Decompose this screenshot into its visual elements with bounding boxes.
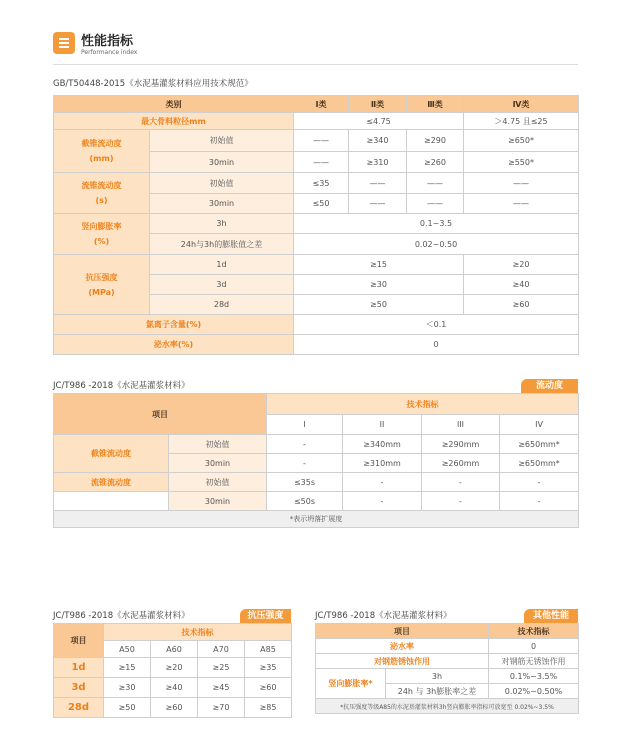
header-tech-index: 技术指标 (267, 394, 579, 415)
cell-value: - (422, 492, 500, 511)
cell-value: ≤4.75 (294, 113, 464, 130)
cell-value: —— (407, 173, 464, 194)
grade-label: A60 (151, 641, 198, 658)
cell-value: 0 (489, 639, 579, 654)
cell-value: - (267, 454, 343, 473)
row-label-cone-flow: 截锥流动度 (54, 435, 169, 473)
cell-value: ＞4.75 且≤25 (464, 113, 579, 130)
table-row (54, 113, 579, 130)
table-footnote-row (316, 699, 579, 714)
section-title: 性能指标 (81, 34, 134, 49)
cell-value: ≥310 (349, 152, 407, 173)
table-row (54, 492, 579, 511)
cell-sublabel: 初始值 (150, 173, 294, 194)
standard-label-jc-other: JC/T986 -2018《水泥基灌浆材料》 (315, 611, 452, 621)
cell-sublabel: 1d (150, 255, 294, 275)
gb-performance-table (53, 95, 579, 355)
cell-value: ≥50 (104, 698, 151, 718)
row-label-flow-cone: 流锥流动度 (s) (54, 173, 150, 214)
cell-value: ≥260 (407, 152, 464, 173)
header-class-3: Ⅲ类 (407, 96, 464, 113)
cell-sublabel: 3h (150, 214, 294, 234)
row-label-age: 28d (54, 698, 104, 718)
cell-sublabel: 初始值 (169, 473, 267, 492)
cell-value: —— (464, 173, 579, 194)
cell-value: ≥290mm (422, 435, 500, 454)
cell-value: ≥15 (294, 255, 464, 275)
footnote: *表示坍落扩展度 (54, 511, 579, 528)
cell-sublabel: 30min (150, 152, 294, 173)
header-class-2: Ⅱ类 (349, 96, 407, 113)
cell-value: —— (294, 152, 349, 173)
cell-value: ≤35s (267, 473, 343, 492)
cell-value: ≥340mm (343, 435, 422, 454)
row-label-cone-flow: 截锥流动度 (mm) (54, 130, 150, 173)
header-item: 项目 (54, 394, 267, 435)
grade-label: A50 (104, 641, 151, 658)
cell-sublabel: 初始值 (150, 130, 294, 152)
table-row (54, 315, 579, 335)
cell-value: ≥85 (245, 698, 292, 718)
cell-value: ≥650mm* (500, 454, 579, 473)
cell-value: —— (407, 194, 464, 214)
cell-value: ≥50 (294, 295, 464, 315)
cell-value: 0 (294, 335, 579, 355)
row-label-corrosion: 对钢筋锈蚀作用 (316, 654, 489, 669)
cell-value: ≥40 (151, 678, 198, 698)
grade-label: A70 (198, 641, 245, 658)
table-row (316, 639, 579, 654)
cell-sublabel: 3d (150, 275, 294, 295)
cell-value: ≥45 (198, 678, 245, 698)
cell-value: ≥550* (464, 152, 579, 173)
cell-value: ＜0.1 (294, 315, 579, 335)
table-row (54, 255, 579, 275)
cell-value: —— (349, 194, 407, 214)
cell-value: - (343, 492, 422, 511)
row-label-expansion: 竖向膨胀率 (%) (54, 214, 150, 255)
cell-value: ≥25 (198, 658, 245, 678)
cell-value: ≤50 (294, 194, 349, 214)
cell-value: 0.02~0.50 (294, 234, 579, 255)
ribbon-other: 其他性能 (524, 609, 578, 623)
jc-other-table (315, 623, 579, 714)
row-label-bleeding: 泌水率(%) (54, 335, 294, 355)
row-label-age: 3d (54, 678, 104, 698)
standard-label-gb: GB/T50448-2015《水泥基灌浆材料应用技术规范》 (53, 79, 253, 89)
table-row (54, 435, 579, 454)
cell-value: ≥650mm* (500, 435, 579, 454)
header-item: 项目 (316, 624, 489, 639)
cell-value: ≤35 (294, 173, 349, 194)
table-footnote-row (54, 511, 579, 528)
header-item: 项目 (54, 624, 104, 658)
cell-sublabel: 3h (386, 669, 489, 684)
cell-value: - (343, 473, 422, 492)
cell-value: ≥20 (464, 255, 579, 275)
table-row (54, 214, 579, 234)
cell-value: ≥60 (245, 678, 292, 698)
row-label-aggregate: 最大骨料粒径mm (54, 113, 294, 130)
header-divider (53, 64, 578, 65)
table-row (316, 669, 579, 684)
cell-value: ≥60 (464, 295, 579, 315)
cell-value: 0.02%~0.50% (489, 684, 579, 699)
cell-value: ≥20 (151, 658, 198, 678)
cell-value: —— (464, 194, 579, 214)
cell-value: —— (349, 173, 407, 194)
ribbon-strength: 抗压强度 (240, 609, 291, 623)
header-class-1: Ⅰ类 (294, 96, 349, 113)
table-header-row (316, 624, 579, 639)
cell-value: 0.1%~3.5% (489, 669, 579, 684)
cell-sublabel: 24h 与 3h膨胀率之差 (386, 684, 489, 699)
empty-cell (54, 492, 169, 511)
cell-value: ≥35 (245, 658, 292, 678)
cell-value: ≥290 (407, 130, 464, 152)
footnote: *抗压强度等级A85的水泥基灌浆材料3h竖向膨胀率指标可放宽至 0.02%~3.5% (316, 699, 579, 714)
header-category: 类别 (54, 96, 294, 113)
document-icon (53, 32, 75, 54)
cell-value: ≥15 (104, 658, 151, 678)
row-label-bleeding: 泌水率 (316, 639, 489, 654)
table-row (54, 658, 292, 678)
cell-value: ≥340 (349, 130, 407, 152)
table-row (54, 473, 579, 492)
cell-sublabel: 30min (169, 492, 267, 511)
table-header-row (54, 394, 579, 415)
jc-strength-table (53, 623, 292, 718)
cell-value: 对钢筋无锈蚀作用 (489, 654, 579, 669)
row-label-chloride: 氯离子含量(%) (54, 315, 294, 335)
grade-label: I (267, 415, 343, 435)
table-row (54, 678, 292, 698)
table-row (54, 698, 292, 718)
table-row (54, 173, 579, 194)
cell-value: ≥30 (104, 678, 151, 698)
ribbon-flow: 流动度 (521, 379, 578, 393)
cell-value: ≥60 (151, 698, 198, 718)
cell-sublabel: 28d (150, 295, 294, 315)
cell-value: ≥260mm (422, 454, 500, 473)
cell-value: —— (294, 130, 349, 152)
cell-value: - (500, 492, 579, 511)
grade-label: II (343, 415, 422, 435)
cell-value: ≥650* (464, 130, 579, 152)
row-label-age: 1d (54, 658, 104, 678)
header-class-4: Ⅳ类 (464, 96, 579, 113)
cell-value: 0.1~3.5 (294, 214, 579, 234)
cell-value: ≤50s (267, 492, 343, 511)
cell-value: ≥70 (198, 698, 245, 718)
cell-sublabel: 30min (150, 194, 294, 214)
header-tech-index: 技术指标 (104, 624, 292, 641)
table-header-row (54, 96, 579, 113)
section-subtitle: Performance index (81, 49, 138, 56)
table-header-row (54, 624, 292, 641)
cell-sublabel: 30min (169, 454, 267, 473)
grade-label: IV (500, 415, 579, 435)
row-label-flow-cone: 流锥流动度 (54, 473, 169, 492)
standard-label-jc-flow: JC/T986 -2018《水泥基灌浆材料》 (53, 381, 190, 391)
table-row (316, 654, 579, 669)
table-row (54, 335, 579, 355)
cell-value: ≥310mm (343, 454, 422, 473)
cell-value: ≥30 (294, 275, 464, 295)
grade-label: A85 (245, 641, 292, 658)
cell-sublabel: 24h与3h的膨胀值之差 (150, 234, 294, 255)
header-tech-index: 技术指标 (489, 624, 579, 639)
cell-sublabel: 初始值 (169, 435, 267, 454)
cell-value: ≥40 (464, 275, 579, 295)
jc-flow-table (53, 393, 579, 528)
row-label-strength: 抗压强度 (MPa) (54, 255, 150, 315)
standard-label-jc-strength: JC/T986 -2018《水泥基灌浆材料》 (53, 611, 190, 621)
cell-value: - (422, 473, 500, 492)
cell-value: - (267, 435, 343, 454)
row-label-expansion: 竖向膨胀率* (316, 669, 386, 699)
grade-label: III (422, 415, 500, 435)
cell-value: - (500, 473, 579, 492)
table-row (54, 130, 579, 152)
